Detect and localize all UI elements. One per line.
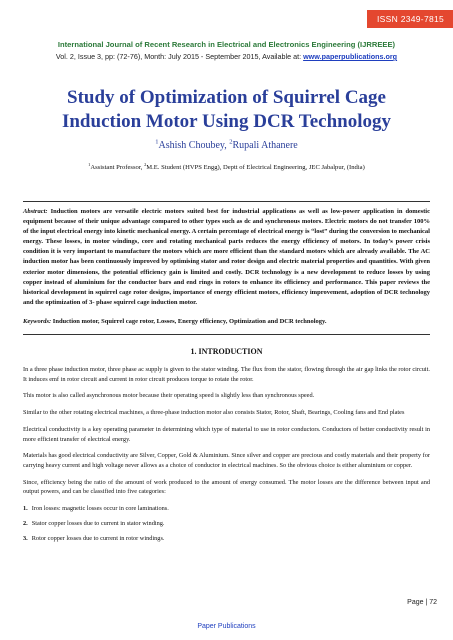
section-heading-introduction: 1. INTRODUCTION — [190, 347, 263, 356]
keywords-label: Keywords: — [23, 318, 52, 325]
paragraph-3: Similar to the other rotating electrical machines, a three-phase induction motor also consists Stator, Rotor, Shaft, Bearings, Cooling fans and End plates — [23, 409, 405, 417]
affiliation-2: M.E. Student (HVPS Engg), Deptt of Electrical Engineering, JEC Jabalpur, (India) — [146, 164, 365, 171]
author-list — [0, 140, 453, 151]
volume-info: Vol. 2, Issue 3, pp: (72-76), Month: July 2015 - September 2015, Available at: — [55, 52, 304, 61]
paragraph-1: In a three phase induction motor, three phase ac supply is given to the stator winding. The flux from the stator, flowing through the air gap links the rotor circuit. It induces emf in rotor circuit and current in rotor circuit produces torque to rotate the rotor. — [23, 366, 430, 383]
list-item — [23, 534, 430, 544]
abstract-text: Induction motors are versatile electric motors suited best for industrial applications as well as low-power application in domestic equipment because of their unique advantage compared to other types such as dc and synchronous motors. Electric motors do not transfer 100% of the input electrical energy into kinetic mechanical energy. A certain percentage of electrical energy is “lost” during the conversion to mechanical energy. These losses, in motor windings, core and rotating mechanical parts reduces the energy efficiency of motors. In today’s power crisis condition it is very important to manufacture the motors which are more efficient than the standard motors which are already available. The AC induction motor has been continuously improved by optimising stator and rotor design and electric material properties and quantities. With given exterior motor dimensions, the potential efficiency gain is limited and costly. DCR technology is a new development to reduce losses by using copper instead of aluminium for the conductor bars and end rings in rotors to enhance its efficiency and performance. This paper reviews the historical development in squirrel cage rotor designs, importance of energy efficient motors, efficiency improvement, adoption of DCR technology and the optimization of 3- phase squirrel cage induction motor. — [23, 208, 430, 306]
volume-info-line — [0, 52, 453, 61]
paragraph-4: Electrical conductivity is a key operating parameter in determining which type of material to use in rotor conductors. Conductors of better conductivity result in more efficient transfer of electrical energy. — [23, 425, 430, 443]
paragraph-6: Since, efficiency being the ratio of the amount of work produced to the amount of energy consumed. The motor losses are the difference between input and output powers, and can be classified into five categories: — [23, 478, 430, 496]
list-item — [23, 504, 430, 514]
affil2-superscript: 2 — [144, 161, 147, 167]
journal-name: International Journal of Recent Research in Electrical and Electronics Engineering (IJRREEE) — [57, 40, 396, 49]
paragraph-5: Materials has good electrical conductivity are Silver, Copper, Gold & Aluminium. Since silver and copper are precious and costly materials and their property for carrying heavy current and high voltage never allows as a choice of conductor in electrical machines. So the obvious choice is either aluminium or copper. — [23, 452, 430, 469]
page-number: Page | 72 — [407, 599, 437, 606]
issn-text: ISSN 2349-7815 — [377, 14, 445, 24]
paragraph-2: This motor is also called asynchronous motor because their operating speed is slightly less than synchronous speed. — [23, 392, 315, 400]
paper-title-line-1: Study of Optimization of Squirrel Cage — [67, 87, 386, 108]
list-item-number: 3. — [23, 535, 28, 543]
list-item — [23, 519, 430, 529]
loss-category-list — [23, 504, 430, 544]
author2-superscript: 2 — [229, 138, 233, 146]
abstract — [23, 207, 430, 308]
affil1-superscript: 1 — [88, 161, 91, 167]
affiliation-1: Assistant Professor, — [90, 164, 145, 171]
affiliation — [0, 161, 453, 171]
issn-badge — [367, 10, 453, 28]
list-item-text: Stator copper losses due to current in stator winding. — [31, 520, 165, 528]
paper-title — [30, 86, 423, 134]
list-item-number: 1. — [23, 505, 28, 513]
paper-title-line-2: Induction Motor Using DCR Technology — [61, 111, 392, 132]
list-item-text: Rotor copper losses due to current in rotor windings. — [31, 535, 165, 543]
keywords-text: Induction motor, Squirrel cage rotor, Losses, Energy efficiency, Optimization and DCR technology. — [51, 318, 327, 325]
author-1: Ashish Choubey, — [158, 140, 230, 151]
list-item-text: Iron losses: magnetic losses occur in core laminations. — [31, 505, 169, 513]
list-item-number: 2. — [23, 520, 28, 528]
introduction-body — [23, 365, 430, 550]
footer-publisher: Paper Publications — [197, 623, 256, 630]
abstract-label: Abstract: — [23, 208, 48, 215]
keywords — [23, 318, 430, 325]
author-2: Rupali Athanere — [232, 140, 298, 151]
journal-url-link[interactable]: www.paperpublications.org — [303, 52, 398, 61]
author1-superscript: 1 — [155, 138, 159, 146]
